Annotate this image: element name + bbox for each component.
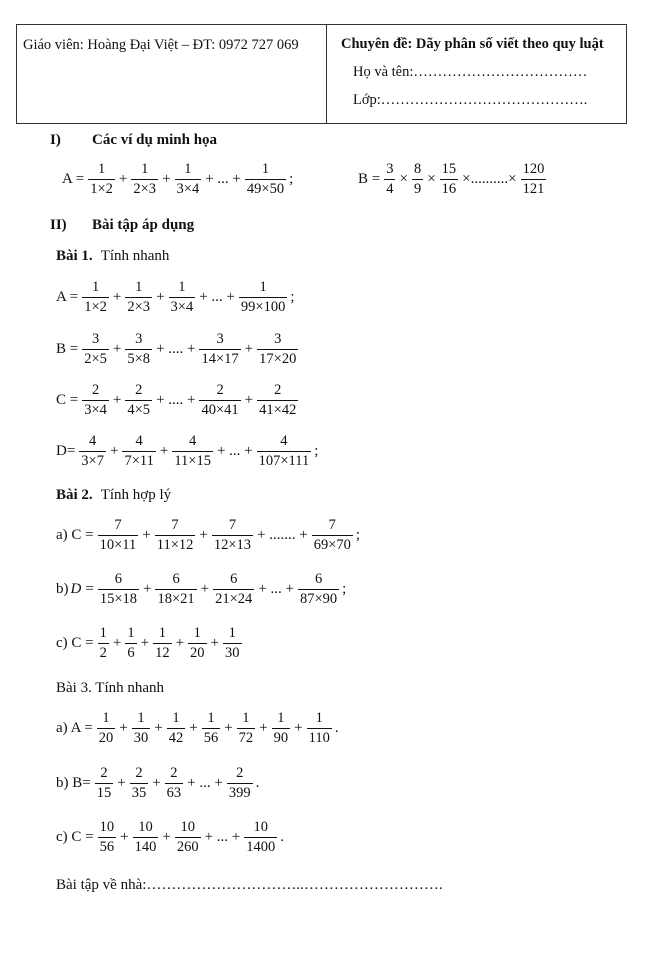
fraction [82, 332, 109, 366]
fraction [122, 434, 155, 468]
numerator: 2 [135, 765, 143, 781]
fraction [125, 332, 152, 366]
fraction [239, 280, 287, 314]
numerator: 15 [441, 161, 457, 177]
denominator: 15 [96, 784, 112, 801]
terminator: ; [289, 170, 294, 187]
exercise-2-a [56, 518, 360, 552]
fraction [133, 820, 159, 854]
numerator: 120 [522, 161, 545, 177]
homework-line: Bài tập về nhà:…………………………..………………………. [56, 877, 443, 893]
plus-sign: + [244, 340, 254, 357]
denominator: 16 [441, 180, 457, 197]
section-title: Bài tập áp dụng [92, 217, 195, 233]
denominator: 90 [273, 729, 289, 746]
section-heading-examples [50, 132, 217, 149]
fraction [298, 572, 339, 606]
numerator: 2 [236, 765, 244, 781]
denominator: 18×21 [157, 590, 195, 607]
plus-sign: + [119, 719, 128, 736]
denominator: 110 [308, 729, 330, 746]
denominator: 49×50 [246, 180, 285, 197]
section-number: II) [50, 217, 67, 233]
ellipsis: + ....... + [257, 526, 308, 543]
numerator: 7 [228, 517, 237, 533]
expression-label: A = [56, 288, 79, 305]
numerator: 2 [216, 382, 224, 398]
fraction [223, 626, 242, 660]
denominator: 12 [155, 644, 170, 661]
denominator: 3×7 [81, 452, 104, 469]
ellipsis: + ... + [204, 828, 241, 845]
numerator: 1 [91, 279, 100, 295]
fraction [98, 572, 139, 606]
fraction [172, 434, 213, 468]
fraction [384, 162, 395, 196]
ellipsis: + ... + [199, 288, 235, 305]
fraction [188, 626, 207, 660]
plus-sign: + [175, 634, 185, 651]
numerator: 8 [413, 161, 422, 177]
denominator: 40×41 [201, 401, 239, 418]
ellipsis: + ... + [205, 170, 241, 187]
fraction [521, 162, 547, 196]
denominator: 260 [176, 838, 199, 855]
ellipsis: + ... + [187, 774, 223, 791]
ellipsis: + .... + [156, 391, 196, 408]
fraction [98, 820, 117, 854]
denominator: 63 [166, 784, 182, 801]
section-number: I) [50, 132, 61, 148]
fraction [169, 280, 196, 314]
numerator: 3 [135, 331, 143, 347]
denominator: 121 [522, 180, 545, 197]
numerator: 1 [127, 625, 135, 641]
numerator: 10 [99, 819, 115, 835]
denominator: 3×4 [170, 298, 194, 315]
fraction [125, 383, 152, 417]
fraction [98, 518, 139, 552]
fraction [79, 434, 106, 468]
numerator: 3 [91, 331, 100, 347]
numerator: 1 [99, 625, 107, 641]
denominator: 5×8 [127, 350, 151, 367]
fraction [199, 332, 240, 366]
fraction [155, 518, 196, 552]
section-title: Các ví dụ minh họa [92, 132, 218, 148]
denominator: 41×42 [259, 401, 297, 418]
fraction [82, 383, 109, 417]
numerator: 1 [242, 710, 250, 726]
plus-sign: + [140, 634, 150, 651]
numerator: 2 [91, 382, 100, 398]
fraction [412, 162, 423, 196]
fraction [131, 162, 158, 196]
numerator: 2 [170, 765, 178, 781]
fraction [257, 383, 298, 417]
plus-sign: + [120, 828, 129, 845]
plus-sign: + [199, 526, 208, 543]
fraction [245, 162, 286, 196]
denominator: 72 [238, 729, 254, 746]
denominator: 30 [133, 729, 149, 746]
exercise-1-b [56, 332, 300, 366]
denominator: 7×11 [124, 452, 154, 469]
fraction [307, 711, 332, 745]
fraction [175, 162, 202, 196]
fraction [257, 332, 298, 366]
numerator: 3 [216, 331, 224, 347]
plus-sign: + [210, 634, 219, 651]
plus-sign: + [294, 719, 303, 736]
fraction [125, 626, 136, 660]
denominator: 1400 [246, 838, 276, 855]
terminator: ; [314, 442, 319, 459]
numerator: 4 [89, 433, 97, 449]
denominator: 107×111 [258, 452, 310, 469]
terminator: . [255, 774, 260, 791]
fraction [312, 518, 353, 552]
numerator: 1 [178, 279, 186, 295]
numerator: 1 [137, 710, 145, 726]
denominator: 17×20 [259, 350, 297, 367]
numerator: 10 [253, 819, 268, 835]
expression-label: c) C = [56, 828, 94, 845]
plus-sign: + [112, 634, 122, 651]
fraction [257, 434, 312, 468]
numerator: 2 [274, 382, 282, 398]
denominator: 15×18 [99, 590, 137, 607]
numerator: 6 [114, 571, 123, 587]
numerator: 1 [184, 161, 192, 177]
denominator: 2 [99, 644, 107, 661]
exercise-3-b [56, 766, 259, 800]
fraction [95, 766, 114, 800]
section-heading-exercises [50, 217, 194, 234]
denominator: 4×5 [127, 401, 151, 418]
variable-name: D [70, 580, 82, 597]
fraction [132, 711, 151, 745]
example-a [62, 162, 293, 196]
times-sign: × [399, 170, 408, 187]
numerator: 1 [259, 279, 267, 295]
fraction [165, 766, 184, 800]
denominator: 6 [127, 644, 135, 661]
fraction [244, 820, 277, 854]
fraction [202, 711, 221, 745]
denominator: 399 [228, 784, 251, 801]
numerator: 6 [230, 571, 238, 587]
exercise-3-heading: Bài 3. Tính nhanh [56, 680, 165, 696]
numerator: 1 [193, 625, 201, 641]
fraction [237, 711, 256, 745]
example-b [358, 162, 548, 196]
numerator: 2 [135, 382, 143, 398]
exercise-2-heading [56, 487, 171, 504]
fraction [88, 162, 115, 196]
denominator: 30 [225, 644, 240, 661]
terminator: ; [290, 288, 295, 305]
denominator: 1×2 [84, 298, 107, 315]
teacher-info: Giáo viên: Hoàng Đại Việt – ĐT: 0972 727 069 [17, 25, 327, 123]
terminator: . [334, 719, 339, 736]
denominator: 87×90 [299, 590, 338, 607]
ellipsis: + .... + [156, 340, 196, 357]
denominator: 56 [203, 729, 219, 746]
denominator: 11×12 [156, 536, 194, 553]
denominator: 140 [134, 838, 157, 855]
denominator: 10×11 [99, 536, 137, 553]
expression-label: A = [62, 170, 85, 187]
exercise-instruction: Tính nhanh [100, 248, 170, 264]
denominator: 2×3 [133, 180, 157, 197]
denominator: 11×15 [174, 452, 211, 469]
numerator: 4 [280, 433, 288, 449]
numerator: 1 [102, 710, 110, 726]
numerator: 6 [314, 571, 323, 587]
terminator: ; [355, 526, 361, 543]
numerator: 6 [172, 571, 180, 587]
denominator: 9 [413, 180, 422, 197]
plus-sign: + [152, 774, 161, 791]
exercise-1-d [56, 434, 318, 468]
plus-sign: + [200, 580, 210, 597]
numerator: 1 [172, 710, 180, 726]
exercise-2-c [56, 626, 244, 660]
equals-sign: = [85, 580, 94, 597]
denominator: 35 [131, 784, 147, 801]
expression-label: b) B= [56, 774, 91, 791]
topic-cell [327, 25, 626, 123]
denominator: 99×100 [240, 298, 286, 315]
numerator: 7 [171, 517, 179, 533]
plus-sign: + [162, 170, 171, 187]
fraction [155, 572, 196, 606]
denominator: 21×24 [215, 590, 253, 607]
numerator: 1 [158, 625, 166, 641]
fraction [98, 626, 109, 660]
expression-label: D= [56, 442, 76, 459]
plus-sign: + [154, 719, 163, 736]
plus-sign: + [142, 526, 151, 543]
denominator: 3×4 [176, 180, 200, 197]
numerator: 1 [228, 625, 236, 641]
exercise-1-c [56, 383, 300, 417]
denominator: 4 [386, 180, 394, 197]
plus-sign: + [162, 828, 171, 845]
fraction [97, 711, 116, 745]
numerator: 1 [97, 161, 106, 177]
plus-sign: + [117, 774, 126, 791]
numerator: 3 [386, 161, 394, 177]
denominator: 20 [98, 729, 114, 746]
numerator: 1 [315, 710, 323, 726]
denominator: 42 [168, 729, 184, 746]
plus-sign: + [112, 288, 122, 305]
numerator: 3 [274, 331, 282, 347]
denominator: 20 [190, 644, 205, 661]
numerator: 7 [328, 517, 336, 533]
fraction [175, 820, 201, 854]
numerator: 4 [135, 433, 143, 449]
plus-sign: + [109, 442, 119, 459]
expression-label: a) A = [56, 719, 93, 736]
exercise-instruction: Tính hợp lý [100, 487, 172, 503]
fraction [272, 711, 291, 745]
expression-label: B = [358, 170, 381, 187]
plus-sign: + [159, 442, 169, 459]
exercise-1-a [56, 280, 295, 314]
terminator: ; [342, 580, 347, 597]
plus-sign: + [244, 391, 254, 408]
denominator: 56 [99, 838, 115, 855]
plus-sign: + [259, 719, 268, 736]
student-class-line: Lớp:……………………………………. [353, 92, 588, 108]
fraction [212, 518, 253, 552]
fraction [125, 280, 152, 314]
plus-sign: + [143, 580, 152, 597]
denominator: 1×2 [90, 180, 113, 197]
exercise-number: Bài 1. [56, 248, 93, 264]
fraction [153, 626, 172, 660]
plus-sign: + [112, 391, 122, 408]
exercise-3-a [56, 711, 339, 745]
expression-label: b) [56, 580, 69, 597]
numerator: 1 [207, 710, 215, 726]
terminator: . [280, 828, 284, 845]
numerator: 7 [114, 517, 122, 533]
denominator: 2×3 [127, 298, 151, 315]
fraction [440, 162, 459, 196]
numerator: 1 [141, 161, 149, 177]
fraction [130, 766, 149, 800]
expression-label: C = [56, 391, 79, 408]
denominator: 3×4 [84, 401, 107, 418]
times-sign: × [427, 170, 436, 187]
fraction [227, 766, 253, 800]
fraction [82, 280, 109, 314]
denominator: 69×70 [313, 536, 351, 553]
numerator: 10 [138, 819, 153, 835]
expression-label: a) C = [56, 526, 94, 543]
plus-sign: + [189, 719, 198, 736]
fraction [199, 383, 240, 417]
numerator: 4 [189, 433, 197, 449]
header-table [16, 24, 627, 124]
student-name-line: Họ và tên:……………………………… [353, 64, 588, 80]
topic-title: Chuyên đề: Dãy phân số viết theo quy luật [341, 36, 604, 52]
plus-sign: + [156, 288, 165, 305]
numerator: 1 [135, 279, 143, 295]
numerator: 1 [277, 710, 285, 726]
denominator: 14×17 [201, 350, 239, 367]
fraction [213, 572, 254, 606]
numerator: 1 [261, 161, 270, 177]
expression-label: B = [56, 340, 79, 357]
exercise-2-b [56, 572, 346, 606]
numerator: 10 [180, 819, 195, 835]
ellipsis: ×..........× [462, 170, 517, 187]
ellipsis: + ... + [258, 580, 294, 597]
exercise-3-c [56, 820, 284, 854]
exercise-1-heading [56, 248, 169, 265]
denominator: 2×5 [84, 350, 107, 367]
fraction [167, 711, 186, 745]
ellipsis: + ... + [216, 442, 253, 459]
plus-sign: + [224, 719, 233, 736]
exercise-number: Bài 2. [56, 487, 93, 503]
numerator: 2 [100, 765, 108, 781]
plus-sign: + [112, 340, 122, 357]
plus-sign: + [118, 170, 128, 187]
denominator: 12×13 [213, 536, 252, 553]
expression-label: c) C = [56, 634, 94, 651]
